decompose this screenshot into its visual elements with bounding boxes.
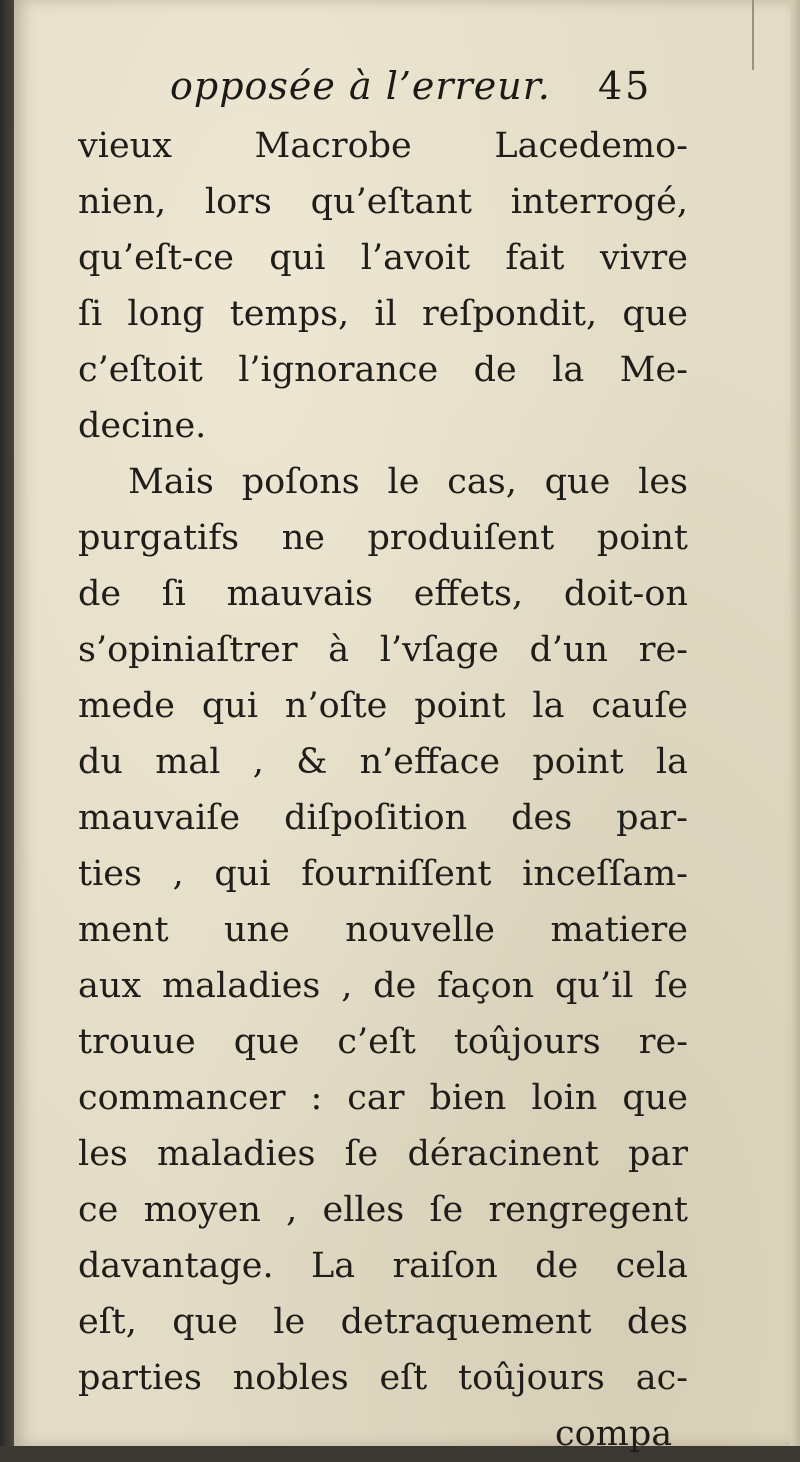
catchword: compa (555, 1414, 673, 1454)
paragraph-start-line: Mais poſons le cas, que les (128, 462, 688, 502)
text-line: les maladies ſe déracinent par (78, 1134, 688, 1174)
page-number: 45 (598, 64, 653, 108)
text-line: c’eſtoit l’ignorance de la Me- (78, 350, 688, 390)
book-gutter (0, 0, 14, 1446)
page-header (0, 64, 800, 112)
text-line: s’opiniaſtrer à l’vſage d’un re- (78, 630, 688, 670)
text-line: parties nobles eſt toûjours ac- (78, 1358, 688, 1398)
text-line: aux maladies , de façon qu’il ſe (78, 966, 688, 1006)
text-line: eſt, que le detraquement des (78, 1302, 688, 1342)
text-line: ce moyen , elles ſe rengregent (78, 1190, 688, 1230)
text-line: du mal , & n’efface point la (78, 742, 688, 782)
running-title: opposée à l’erreur. (170, 64, 551, 108)
text-line: decine. (78, 406, 207, 446)
text-line: ſi long temps, il reſpondit, que (78, 294, 688, 334)
text-line: davantage. La raiſon de cela (78, 1246, 688, 1286)
text-line: qu’eſt-ce qui l’avoit fait vivre (78, 238, 688, 278)
text-line: ties , qui fourniſſent inceſſam- (78, 854, 688, 894)
text-line: purgatifs ne produiſent point (78, 518, 688, 558)
text-line: commancer : car bien loin que (78, 1078, 688, 1118)
text-line: mede qui n’oſte point la cauſe (78, 686, 688, 726)
text-line: ment une nouvelle matiere (78, 910, 688, 950)
text-line: vieux Macrobe Lacedemo- (78, 126, 688, 166)
corner-mark (752, 0, 778, 70)
page-edge (790, 0, 800, 1446)
text-line: trouue que c’eſt toûjours re- (78, 1022, 688, 1062)
text-line: de ſi mauvais effets, doit-on (78, 574, 688, 614)
text-line: nien, lors qu’eſtant interrogé, (78, 182, 688, 222)
text-line: mauvaiſe diſpoſition des par- (78, 798, 688, 838)
